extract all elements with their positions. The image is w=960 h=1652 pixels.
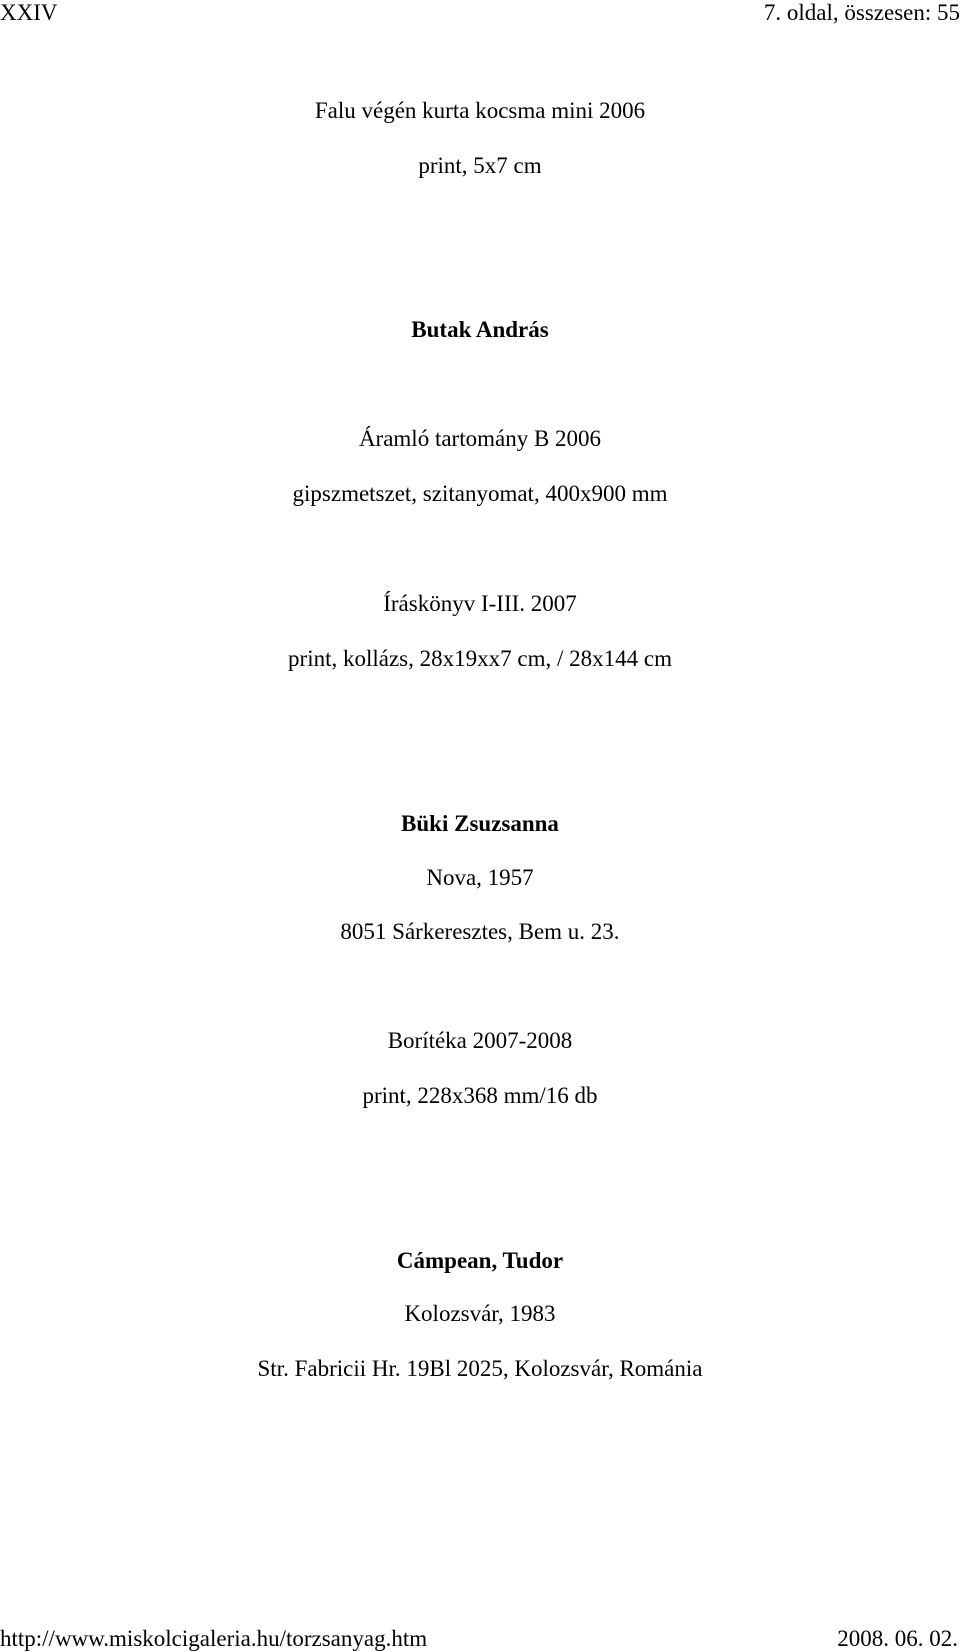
artist-address: Str. Fabricii Hr. 19Bl 2025, Kolozsvár, Románia	[257, 1356, 703, 1381]
artwork-title: Áramló tartomány B 2006	[358, 426, 602, 451]
artwork-title: Borítéka 2007-2008	[387, 1028, 573, 1053]
artist-name: Butak András	[411, 317, 549, 342]
page-header-section-number: XXIV	[0, 0, 58, 25]
page-header-page-count: 7. oldal, összesen: 55	[763, 0, 960, 25]
artwork-details: print, 5x7 cm	[418, 153, 542, 178]
page-footer-url: http://www.miskolcigaleria.hu/torzsanyag.htm	[0, 1626, 428, 1651]
artwork-title: Íráskönyv I-III. 2007	[383, 591, 577, 616]
artist-name: Cámpean, Tudor	[396, 1248, 564, 1273]
artwork-details: gipszmetszet, szitanyomat, 400x900 mm	[292, 481, 668, 506]
artwork-details: print, kollázs, 28x19xx7 cm, / 28x144 cm	[288, 646, 672, 671]
artist-birth: Kolozsvár, 1983	[404, 1301, 556, 1326]
artist-birth: Nova, 1957	[426, 865, 534, 890]
artist-address: 8051 Sárkeresztes, Bem u. 23.	[340, 919, 620, 944]
artwork-details: print, 228x368 mm/16 db	[362, 1083, 598, 1108]
artwork-title: Falu végén kurta kocsma mini 2006	[314, 98, 646, 123]
artist-name: Büki Zsuzsanna	[401, 811, 559, 836]
page-footer-date: 2008. 06. 02.	[837, 1626, 958, 1651]
